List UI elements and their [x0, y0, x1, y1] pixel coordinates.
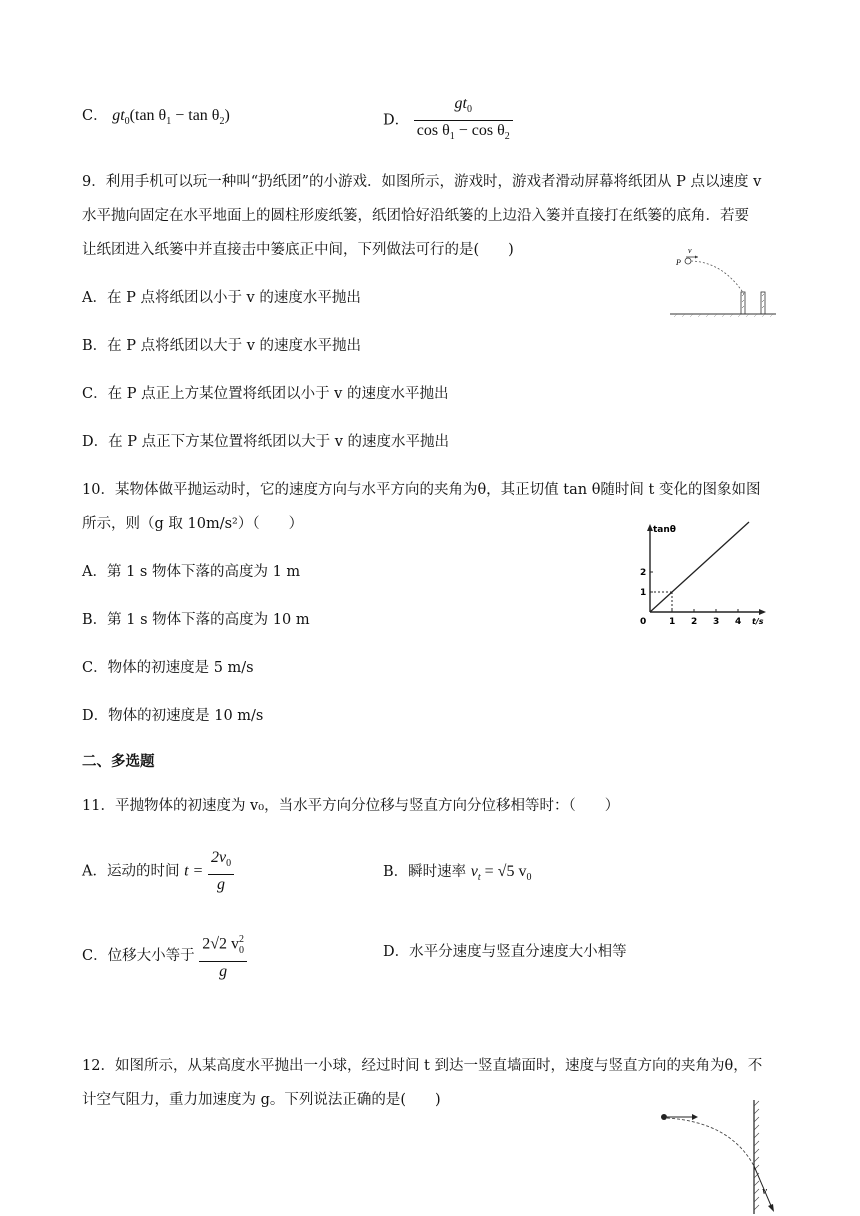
y-tick-label: 2 — [640, 568, 647, 578]
q9-fig-p-label: P — [676, 258, 681, 267]
tan-theta-chart — [636, 520, 776, 630]
q10-option-c: C．物体的初速度是 5 m/s — [82, 660, 254, 676]
x-tick-label: 2 — [691, 617, 698, 627]
q11-option-c: C．位移大小等于 $\frac{2√2 v^2_0}{g}$ — [82, 930, 247, 982]
origin-label: 0 — [640, 617, 647, 627]
q12-stem-line2: 计空气阻力，重力加速度为 g。下列说法正确的是( ) — [82, 1092, 441, 1108]
q9-fig-v-label: v — [688, 246, 692, 255]
paper-ball-icon — [685, 258, 691, 264]
data-series-line — [650, 522, 749, 612]
section-title: 二、多选题 — [82, 754, 155, 770]
x-axis-label: t/s — [752, 617, 764, 626]
q9-stem-line1: 9．利用手机可以玩一种叫“扔纸团”的小游戏．如图所示，游戏时，游戏者滑动屏幕将纸团从 P 点以速度 v — [82, 174, 762, 190]
q11-stem: 11．平抛物体的初速度为 v₀，当水平方向分位移与竖直方向分位移相等时：（ ） — [82, 798, 620, 814]
q9-option-c: C．在 P 点正上方某位置将纸团以小于 v 的速度水平抛出 — [82, 386, 449, 402]
x-tick-label: 4 — [735, 617, 742, 627]
y-tick-label: 1 — [640, 588, 647, 598]
q11-option-c-fraction: $\frac{2√2 v^2_0}{g}$ — [199, 930, 247, 982]
q9-option-a: A．在 P 点将纸团以小于 v 的速度水平抛出 — [82, 290, 361, 306]
q8-option-d-fraction: $\frac{gt_0}{\cos \theta_1 - \cos \theta_2}$ — [414, 94, 513, 147]
x-axis-arrow — [759, 609, 766, 615]
q10-option-d: D．物体的初速度是 10 m/s — [82, 708, 264, 724]
q12-fig-v-label: v — [762, 1185, 767, 1197]
y-axis-label: tanθ — [653, 525, 676, 535]
q11-option-d: D．水平分速度与竖直分速度大小相等 — [383, 944, 627, 960]
q11-option-b: B．瞬时速率 $v_t = √5$ $v_0$ — [383, 863, 532, 884]
x-tick-label: 3 — [713, 617, 720, 627]
q10-option-b: B．第 1 s 物体下落的高度为 10 m — [82, 612, 310, 628]
q10-stem-line2: 所示，则（g 取 10m/s²）（ ） — [82, 516, 304, 532]
x-tick-label: 1 — [669, 617, 676, 627]
q12-stem-line1: 12．如图所示，从某高度水平抛出一小球，经过时间 t 到达一竖直墙面时，速度与竖直方向的夹角为θ，不 — [82, 1058, 763, 1074]
q9-stem-line3: 让纸团进入纸篓中并直接击中篓底正中间，下列做法可行的是( ) — [82, 242, 514, 258]
q9-stem-line2: 水平抛向固定在水平地面上的圆柱形废纸篓，纸团恰好沿纸篓的上边沿入篓并直接打在纸篓的底角．若要 — [82, 208, 749, 224]
ball-icon — [661, 1114, 667, 1120]
q9-option-b: B．在 P 点将纸团以大于 v 的速度水平抛出 — [82, 338, 362, 354]
q10-stem-line1: 10．某物体做平抛运动时，它的速度方向与水平方向的夹角为θ，其正切值 tan θ随时间 t 变化的图象如图 — [82, 482, 761, 498]
q9-figure — [668, 244, 778, 324]
q11-option-a: A．运动的时间 t = $\frac{2v_0}{g}$ — [82, 848, 234, 895]
q11-option-a-fraction: $\frac{2v_0}{g}$ — [208, 848, 234, 895]
q10-option-a: A．第 1 s 物体下落的高度为 1 m — [82, 564, 301, 580]
q9-option-d: D．在 P 点正下方某位置将纸团以大于 v 的速度水平抛出 — [82, 434, 450, 450]
q8-option-c: C． $gt_0(\tan$ $\theta_1 - \tan \theta_2$) — [82, 107, 230, 128]
q8-option-d: D． $\frac{gt_0}{\cos \theta_1 - \cos \theta_2}$ — [383, 94, 513, 147]
q12-figure — [650, 1096, 780, 1216]
